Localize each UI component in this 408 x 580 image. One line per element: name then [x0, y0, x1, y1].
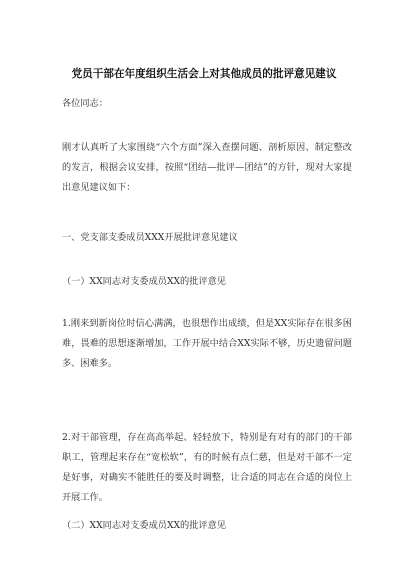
section-heading-one: 一、党支部支委成员XXX开展批评意见建议 [62, 232, 238, 243]
subsection-heading-2: （二）XX同志对支委成员XX的批评意见 [62, 520, 226, 531]
salutation: 各位同志： [62, 98, 108, 109]
intro-paragraph: 刚才认真听了大家围绕“六个方面”深入查摆问题、剖析原因、制定整改的发言，根据会议安排，按照“团结—批评—团结”的方针，现对大家提出意见建议如下： [62, 142, 352, 193]
document-title: 党员干部在年度组织生活会上对其他成员的批评意见建议 [71, 68, 337, 80]
critique-item-2: 2.对干部管理，存在高高举起、轻轻放下，特别是有对有的部门的干部职工，管理起来存在“宽松软”，有的时候有点仁慈，但是对干部不一定是好事，对确实不能胜任的要及时调整，让合适的同志在合适的岗位上开展工作。 [62, 432, 352, 503]
subsection-heading-1: （一）XX同志对支委成员XX的批评意见 [62, 276, 226, 287]
critique-item-1: 1.刚来到新岗位时信心满满，也很想作出成绩，但是XX实际存在很多困难，畏难的思想逐渐增加，工作开展中结合XX实际不够，历史遗留问题多、困难多。 [62, 318, 352, 369]
